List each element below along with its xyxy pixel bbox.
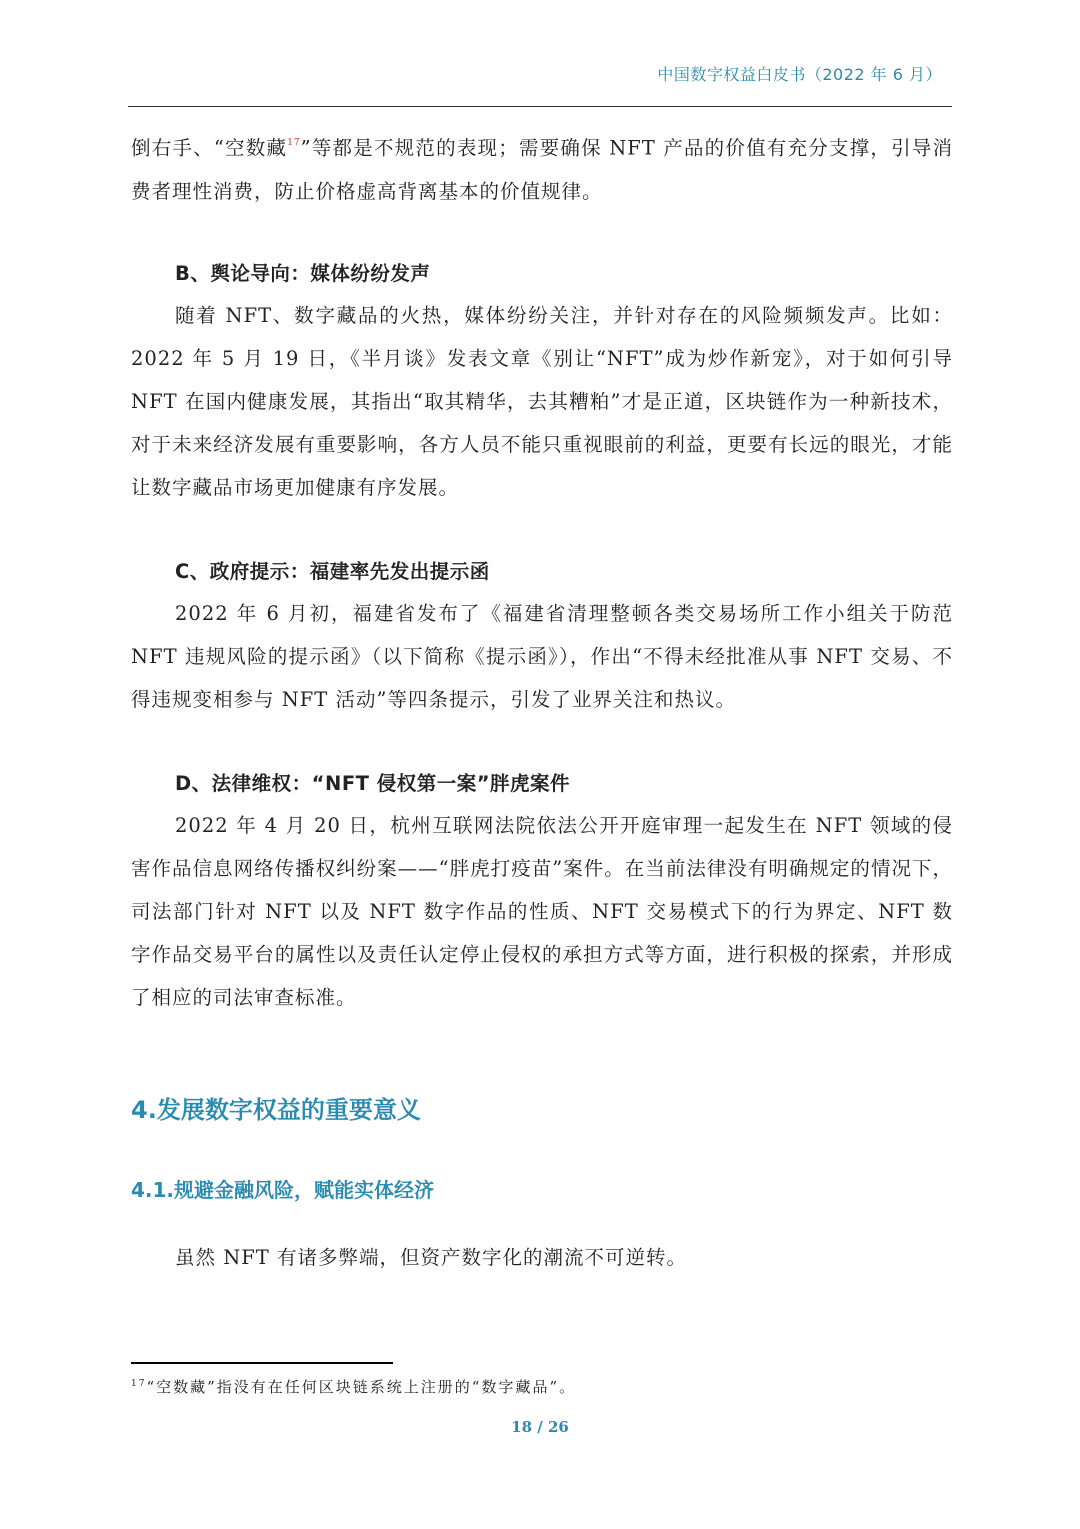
section-c-heading: C、政府提示：福建率先发出提示函 bbox=[175, 560, 490, 583]
section-c-paragraph: 2022 年 6 月初，福建省发布了《福建省清理整顿各类交易场所工作小组关于防范 NFT 违规风险的提示函》（以下简称《提示函》），作出“不得未经批准从事 NFT 交易、不得违规变相参与 NFT 活动”等四条提示，引发了业界关注和热议。 bbox=[131, 602, 953, 711]
intro-text-part2: ”等都是不规范的表现；需要确保 NFT 产品的价值有充分支撑，引导消费者理性消费，防止价格虚高背离基本的价值规律。 bbox=[131, 136, 953, 203]
subsection-heading: 4.1.规避金融风险，赋能实体经济 bbox=[131, 1178, 435, 1202]
footnote-number: 17 bbox=[131, 1379, 147, 1389]
header-title: 中国数字权益白皮书（2022 年 6 月） bbox=[657, 65, 942, 84]
footnote-divider bbox=[131, 1362, 393, 1364]
footnote-reference[interactable]: 17 bbox=[287, 138, 301, 148]
header-divider bbox=[128, 106, 952, 107]
subsection-paragraph: 虽然 NFT 有诸多弊端，但资产数字化的潮流不可逆转。 bbox=[175, 1246, 687, 1269]
chapter-heading: 4.发展数字权益的重要意义 bbox=[131, 1096, 421, 1124]
page-number: 18 / 26 bbox=[511, 1418, 569, 1436]
intro-text-part1: 倒右手、“空数藏 bbox=[131, 136, 288, 160]
section-d-heading: D、法律维权：“NFT 侵权第一案”胖虎案件 bbox=[175, 772, 571, 795]
section-b-paragraph: 随着 NFT、数字藏品的火热，媒体纷纷关注，并针对存在的风险频频发声。比如：2022 年 5 月 19 日，《半月谈》发表文章《别让“NFT”成为炒作新宠》，对于如何引导 NFT 在国内健康发展，其指出“取其精华，去其糟粕”才是正道，区块链作为一种新技术，对于未来经济发展有重要影响，各方人员不能只重视眼前的利益，更要有长远的眼光，才能让数字藏品市场更加健康有序发展。 bbox=[131, 304, 953, 499]
footnote bbox=[131, 1376, 576, 1397]
intro-paragraph bbox=[131, 124, 953, 213]
footnote-text: “空数藏”指没有在任何区块链系统上注册的“数字藏品”。 bbox=[146, 1378, 577, 1396]
section-d-paragraph: 2022 年 4 月 20 日，杭州互联网法院依法公开开庭审理一起发生在 NFT 领域的侵害作品信息网络传播权纠纷案——“胖虎打疫苗”案件。在当前法律没有明确规定的情况下，司法部门针对 NFT 以及 NFT 数字作品的性质、NFT 交易模式下的行为界定、NFT 数字作品交易平台的属性以及责任认定停止侵权的承担方式等方面，进行积极的探索，并形成了相应的司法审查标准。 bbox=[131, 814, 953, 1009]
section-b-heading: B、舆论导向：媒体纷纷发声 bbox=[175, 262, 431, 285]
